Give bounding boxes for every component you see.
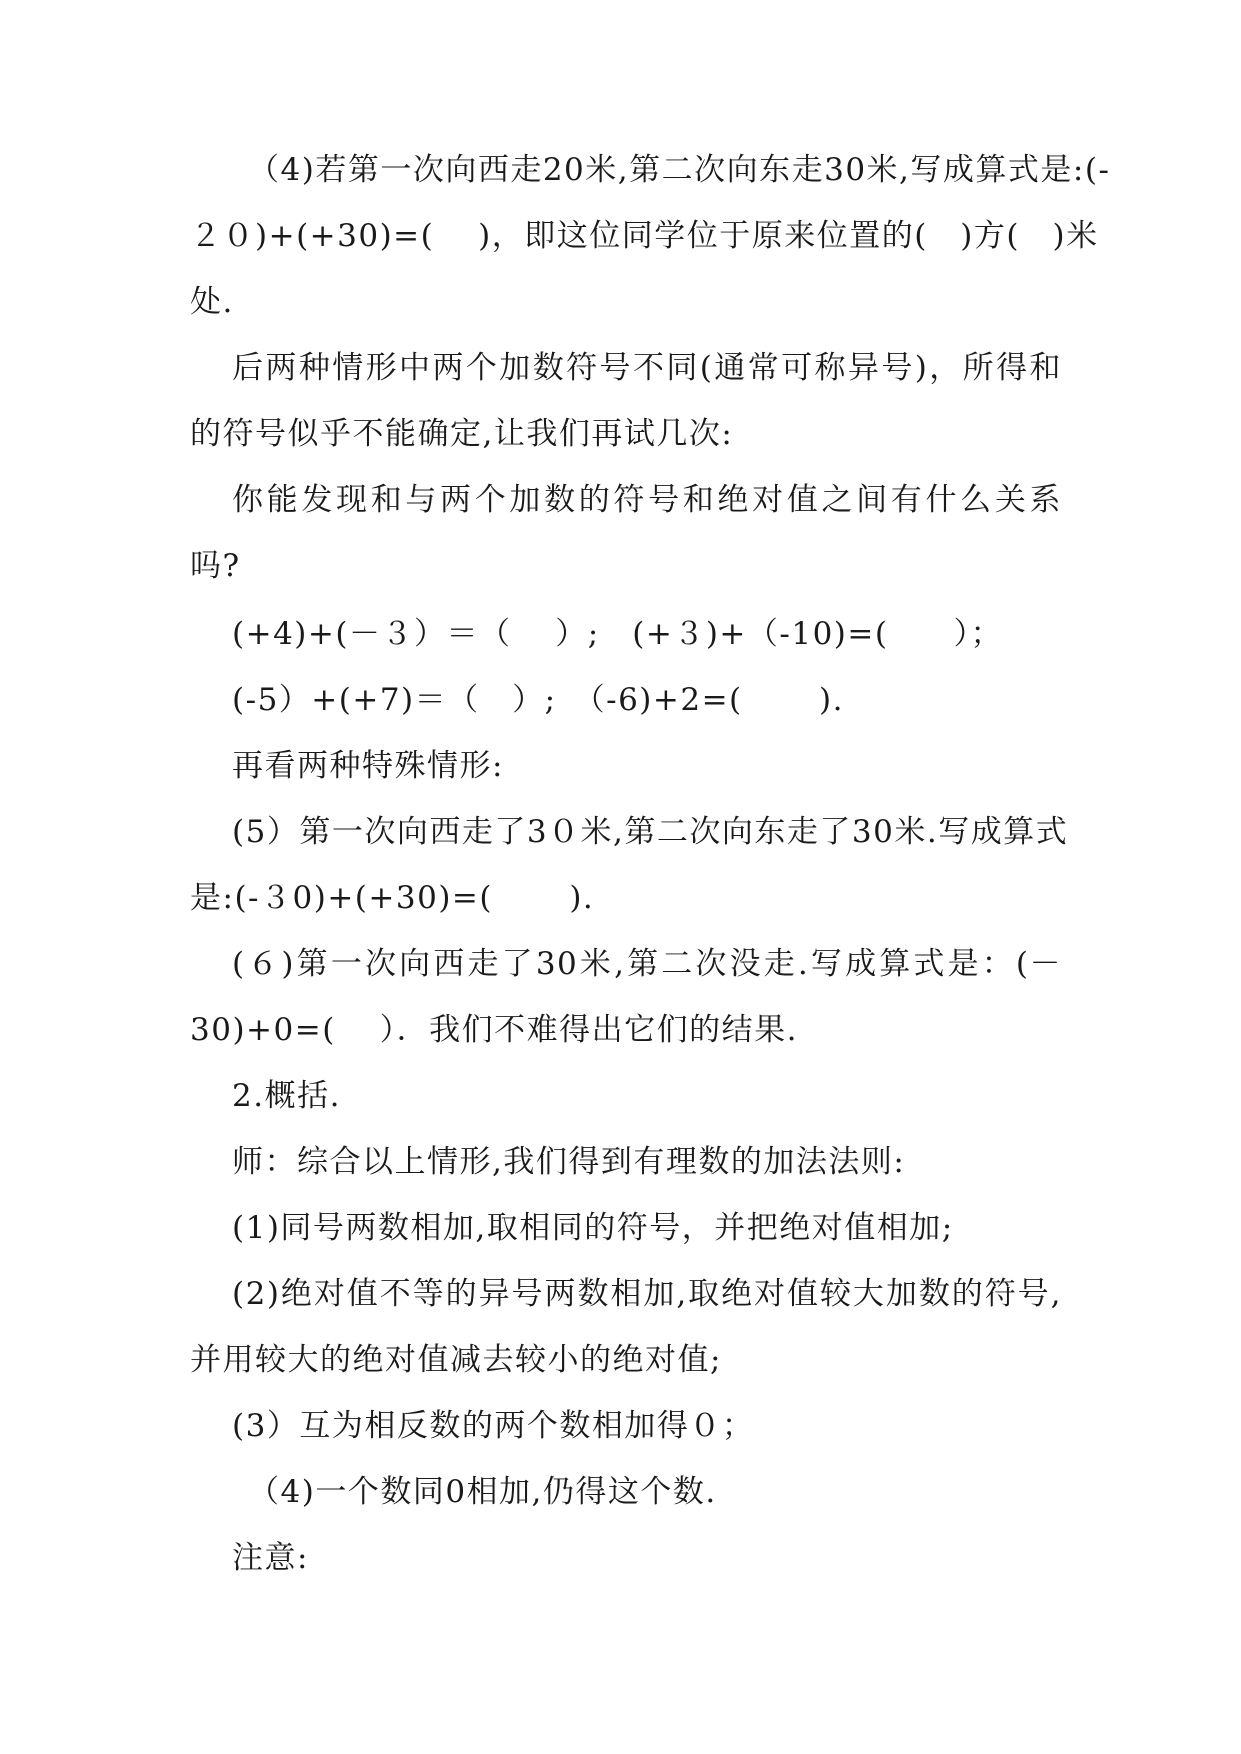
text-line-3: 处. bbox=[190, 284, 234, 320]
text-line-2: ２０)+(+30)=( )，即这位同学位于原来位置的( )方( )米 bbox=[190, 218, 1099, 254]
text-line-14: 30)+0=( ）．我们不难得出它们的结果. bbox=[190, 1012, 799, 1048]
rule-2: (2)绝对值不等的异号两数相加,取绝对值较大加数的符号, bbox=[232, 1276, 1062, 1312]
text-line-6: 你能发现和与两个加数的符号和绝对值之间有什么关系 bbox=[232, 482, 1062, 518]
text-line-1: （4)若第一次向西走20米,第二次向东走30米,写成算式是:(- bbox=[248, 152, 1111, 188]
rule-3: (3）互为相反数的两个数相加得０； bbox=[232, 1408, 755, 1444]
text-line-4: 后两种情形中两个加数符号不同(通常可称异号)，所得和 bbox=[232, 350, 1062, 386]
text-line-7: 吗? bbox=[190, 548, 241, 584]
text-line-11: (5）第一次向西走了3０米,第二次向东走了30米.写成算式 bbox=[232, 814, 1069, 850]
text-line-16: 师：综合以上情形,我们得到有理数的加法法则: bbox=[232, 1144, 906, 1180]
text-line-5: 的符号似乎不能确定,让我们再试几次: bbox=[190, 416, 734, 452]
rule-1: (1)同号两数相加,取相同的符号，并把绝对值相加; bbox=[232, 1210, 954, 1246]
equation-line-1: (+4)+(－３）＝（ ）; (+３)+（-10)=( ）； bbox=[232, 616, 1003, 652]
text-line-13: (６)第一次向西走了30米,第二次没走.写成算式是：(－ bbox=[232, 946, 1062, 982]
section-heading-summary: 2.概括. bbox=[232, 1078, 341, 1114]
text-line-10: 再看两种特殊情形: bbox=[232, 748, 504, 784]
rule-4: （4)一个数同0相加,仍得这个数. bbox=[248, 1474, 717, 1510]
equation-line-2: (-5）+(+7)＝（ ）; （-6)+2=( ). bbox=[232, 682, 844, 718]
text-line-12: 是:(-３0)+(+30)=( ). bbox=[190, 880, 595, 916]
note-heading: 注意: bbox=[232, 1540, 309, 1576]
rule-2-continued: 并用较大的绝对值减去较小的绝对值; bbox=[190, 1342, 722, 1378]
